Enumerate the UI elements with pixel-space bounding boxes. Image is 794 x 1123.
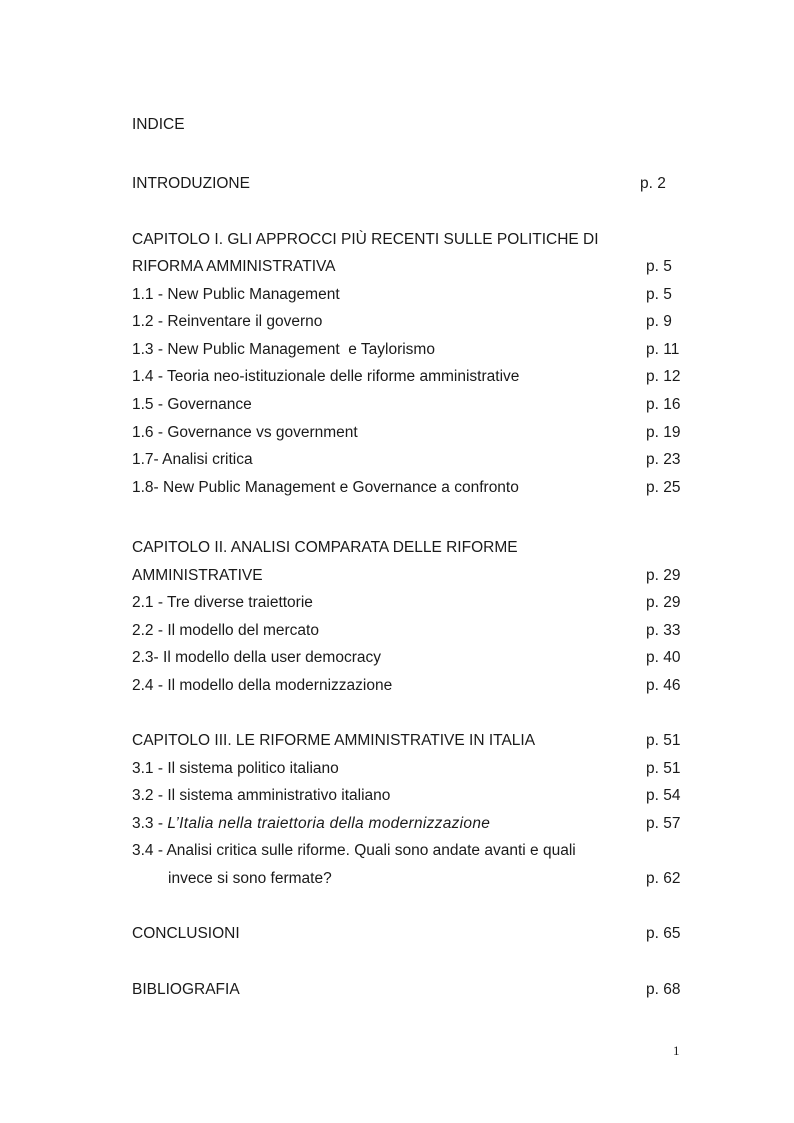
toc-item-page: p. 16 xyxy=(646,396,681,413)
toc-item-page: p. 29 xyxy=(646,594,681,611)
chapter1-title-line1: CAPITOLO I. GLI APPROCCI PIÙ RECENTI SULLE POLITICHE DI xyxy=(132,231,599,248)
toc-bibliography-label: BIBLIOGRAFIA xyxy=(132,981,240,998)
toc-item-label: 1.4 - Teoria neo-istituzionale delle riforme amministrative xyxy=(132,368,520,385)
toc-item-prefix: 3.3 - xyxy=(132,815,168,832)
toc-conclusions-page: p. 65 xyxy=(646,925,681,942)
toc-item-page: p. 12 xyxy=(646,368,681,385)
toc-item-label: 2.3- Il modello della user democracy xyxy=(132,649,381,666)
toc-item-page: p. 57 xyxy=(646,815,681,832)
toc-conclusions-label: CONCLUSIONI xyxy=(132,925,240,942)
toc-item-page: p. 11 xyxy=(646,341,680,358)
toc-item-page: p. 25 xyxy=(646,479,681,496)
toc-intro-label: INTRODUZIONE xyxy=(132,175,250,192)
toc-item-page: p. 9 xyxy=(646,313,672,330)
toc-item-page: p. 54 xyxy=(646,787,681,804)
toc-bibliography-page: p. 68 xyxy=(646,981,681,998)
toc-item-label: 3.1 - Il sistema politico italiano xyxy=(132,760,339,777)
toc-item-label: 1.5 - Governance xyxy=(132,396,252,413)
toc-item-label: 1.2 - Reinventare il governo xyxy=(132,313,323,330)
chapter2-title-line2: AMMINISTRATIVE xyxy=(132,567,263,584)
toc-item-page: p. 62 xyxy=(646,870,681,887)
chapter2-page: p. 29 xyxy=(646,567,681,584)
toc-item-page: p. 51 xyxy=(646,760,681,777)
toc-item-page: p. 33 xyxy=(646,622,681,639)
toc-item-label: 2.2 - Il modello del mercato xyxy=(132,622,319,639)
toc-item-label: 1.8- New Public Management e Governance a confronto xyxy=(132,479,519,496)
chapter1-title-line2: RIFORMA AMMINISTRATIVA xyxy=(132,258,336,275)
toc-item-page: p. 19 xyxy=(646,424,681,441)
toc-item-italic-title: L’Italia nella traiettoria della modernizzazione xyxy=(167,815,491,832)
toc-item-label: 2.4 - Il modello della modernizzazione xyxy=(132,677,393,694)
chapter3-page: p. 51 xyxy=(646,732,681,749)
toc-item-label-line2: invece si sono fermate? xyxy=(168,870,332,887)
toc-item-label: 1.7- Analisi critica xyxy=(132,451,253,468)
toc-item-label: 1.6 - Governance vs government xyxy=(132,424,358,441)
toc-item-label: 2.1 - Tre diverse traiettorie xyxy=(132,594,313,611)
toc-item-label: 3.2 - Il sistema amministrativo italiano xyxy=(132,787,391,804)
toc-item-page: p. 40 xyxy=(646,649,681,666)
toc-item-label: 1.1 - New Public Management xyxy=(132,286,340,303)
toc-item-page: p. 23 xyxy=(646,451,681,468)
toc-item-page: p. 46 xyxy=(646,677,681,694)
toc-heading: INDICE xyxy=(132,116,185,133)
footer-page-number: 1 xyxy=(673,1043,680,1058)
toc-item-label xyxy=(132,815,490,833)
toc-item-label-line1: 3.4 - Analisi critica sulle riforme. Quali sono andate avanti e quali xyxy=(132,842,576,859)
chapter1-page: p. 5 xyxy=(646,258,672,275)
chapter3-title: CAPITOLO III. LE RIFORME AMMINISTRATIVE IN ITALIA xyxy=(132,732,536,749)
toc-intro-page: p. 2 xyxy=(640,175,666,192)
toc-item-page: p. 5 xyxy=(646,286,672,303)
chapter2-title-line1: CAPITOLO II. ANALISI COMPARATA DELLE RIFORME xyxy=(132,539,518,556)
toc-item-label: 1.3 - New Public Management e Taylorismo xyxy=(132,341,435,358)
